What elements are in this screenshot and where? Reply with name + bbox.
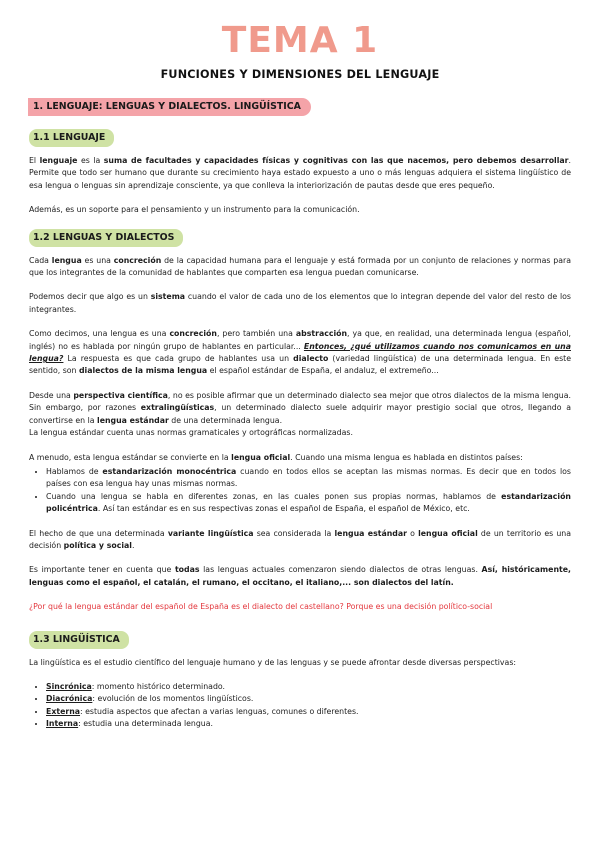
- subsection-1-2-heading: 1.2 LENGUAS Y DIALECTOS: [29, 229, 183, 247]
- perspectives-list: [29, 681, 571, 731]
- paragraph: Cada lengua es una concreción de la capacidad humana para el lenguaje y está formada por un conjunto de relaciones y normas para que los integrantes de la comunidad de hablantes que comparten esa lengua puedan comunicarse.: [29, 255, 571, 278]
- paragraph: La lingüística es el estudio científico del lenguaje humano y de las lenguas y se puede afrontar desde diversas perspectivas:: [29, 657, 517, 667]
- paragraph: La lengua estándar cuenta unas normas gramaticales y ortográficas normalizadas.: [29, 428, 353, 438]
- page-subtitle: FUNCIONES Y DIMENSIONES DEL LENGUAJE: [160, 68, 440, 81]
- subsection-1-3-heading: 1.3 LINGÜÍSTICA: [29, 631, 129, 649]
- list-item: • Externa: estudia aspectos que afectan a varias lenguas, comunes o diferentes.: [46, 706, 571, 718]
- page-title: TEMA 1: [221, 20, 379, 61]
- paragraph: A menudo, esta lengua estándar se convierte en la lengua oficial. Cuando una misma lengua es hablada en distintos países:: [29, 452, 523, 462]
- list-item: • Sincrónica: momento histórico determinado.: [46, 681, 571, 693]
- paragraph: Desde una perspectiva científica, no es posible afirmar que un determinado dialecto sea mejor que otros dialectos de la misma lengua. Sin embargo, por razones extralingüísticas, un determinado dialecto suele adquirir mayor prestigio social que otros, llegando a convertirse en la lengua estándar de una determinada lengua.: [29, 390, 571, 425]
- list-item: • Cuando una lengua se habla en diferentes zonas, en las cuales ponen sus propias normas, hablamos de estandarización policéntrica. Así tan estándar es en sus respectivas zonas el español de España, el español de México, etc.: [46, 491, 571, 516]
- paragraph: El lenguaje es la suma de facultades y capacidades físicas y cognitivas con las que nacemos, pero debemos desarrollar. Permite que todo ser humano que durante su crecimiento haya estado expuesto a uno o más lenguas adquiera el sistema lingüístico de esa lengua o lenguas sin aprendizaje consciente, ya que conlleva la interiorización de pautas desde que eres pequeño.: [29, 156, 571, 190]
- list-item: • Hablamos de estandarización monocéntrica cuando en todos ellos se aceptan las mismas normas. Es decir que en todos los países con esa lengua hay unas mismas normas.: [46, 466, 571, 491]
- paragraph: El hecho de que una determinada variante lingüística sea considerada la lengua estándar o lengua oficial de un territorio es una decisión política y social.: [29, 528, 572, 550]
- list-item: • Diacrónica: evolución de los momentos lingüísticos.: [46, 693, 571, 705]
- standardization-list: [29, 466, 571, 516]
- list-item: • Interna: estudia una determinada lengua.: [46, 718, 571, 730]
- paragraph: Como decimos, una lengua es una concreción, pero también una abstracción, ya que, en realidad, una determinada lengua (español, inglés) no es hablada por ningún grupo de hablantes en particular... Entonces, ¿qué utilizamos cuando nos comunicamos en una lengua? La respuesta es que cada grupo de hablantes usa un dialecto (variedad lingüística) de una determinada lengua. En este sentido, son dialectos de la misma lengua el español estándar de España, el andaluz, el extremeño...: [29, 329, 572, 376]
- section-1-heading: 1. LENGUAJE: LENGUAS Y DIALECTOS. LINGÜÍSTICA: [28, 98, 311, 116]
- subsection-1-1-heading: 1.1 LENGUAJE: [29, 129, 114, 147]
- question-highlight: ¿Por qué la lengua estándar del español de España es el dialecto del castellano? Porque es una decisión político-social: [29, 602, 493, 612]
- paragraph: Podemos decir que algo es un sistema cuando el valor de cada uno de los elementos que lo integran depende del valor del resto de los integrantes.: [29, 292, 571, 314]
- paragraph: Además, es un soporte para el pensamiento y un instrumento para la comunicación.: [29, 205, 360, 215]
- paragraph: Es importante tener en cuenta que todas las lenguas actuales comenzaron siendo dialectos de otras lenguas. Así, históricamente, lenguas como el español, el catalán, el rumano, el occitano, el italiano,... son dialectos del latín.: [29, 565, 571, 587]
